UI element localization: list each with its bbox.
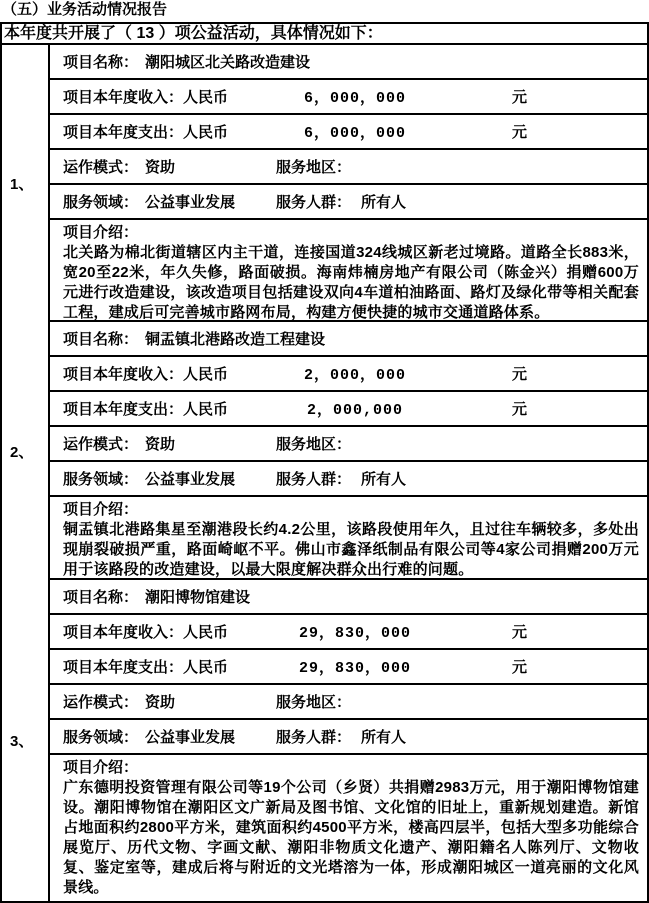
project-block-3 — [2, 580, 647, 901]
mode-label: 运作模式： — [63, 694, 139, 711]
expense-value: 2，000,000 — [306, 402, 403, 419]
project-name-label: 项目名称： — [63, 54, 139, 71]
service-field-value: 公益事业发展 — [145, 194, 236, 211]
section-title: （五）业务活动情况报告 — [2, 1, 168, 18]
intro-text: 铜盂镇北港路集星至潮港段长约4.2公里，该路段使用年久，且过往车辆较多，多处出现崩裂破损严重，路面崎岖不平。佛山市鑫泽纸制品有限公司等4家公司捐赠200万元用于该路段的改造建设，以最大限度解决群众出行难的问题。 — [63, 521, 639, 578]
intro-label: 项目介绍： — [63, 501, 139, 518]
mode-label: 运作模式： — [63, 159, 139, 176]
project-name-label: 项目名称： — [63, 589, 139, 606]
expense-value: 6，000，000 — [303, 125, 406, 142]
income-value: 6，000，000 — [303, 90, 406, 107]
service-area-label: 服务地区： — [276, 159, 352, 176]
project-block-2 — [2, 322, 647, 580]
intro-row — [50, 755, 647, 901]
expense-value: 29，830，000 — [298, 660, 411, 677]
income-value: 29，830，000 — [298, 625, 411, 642]
project-name-value: 潮阳博物馆建设 — [145, 589, 251, 606]
field-row — [50, 185, 647, 220]
mode-label: 运作模式： — [63, 436, 139, 453]
mode-row — [50, 427, 647, 462]
yuan-label: 元 — [512, 401, 528, 418]
intro-label: 项目介绍： — [63, 224, 139, 241]
service-field-value: 公益事业发展 — [145, 471, 236, 488]
summary-row: 本年度共开展了（ 13 ）项公益活动，具体情况如下： — [2, 24, 647, 45]
project-name-row — [50, 322, 647, 357]
project-block-1 — [2, 45, 647, 322]
project-name-value: 潮阳城区北关路改造建设 — [145, 54, 311, 71]
project-name-value: 铜盂镇北港路改造工程建设 — [145, 331, 326, 348]
service-field-label: 服务领域： — [63, 194, 139, 211]
field-row — [50, 462, 647, 497]
expense-label: 项目本年度支出：人民币 — [63, 401, 229, 418]
project-name-row — [50, 45, 647, 80]
yuan-label: 元 — [512, 124, 528, 141]
project-index: 1、 — [2, 45, 50, 322]
income-label: 项目本年度收入：人民币 — [63, 89, 229, 106]
expense-label: 项目本年度支出：人民币 — [63, 124, 229, 141]
intro-label: 项目介绍： — [63, 759, 139, 776]
expense-row — [50, 392, 647, 427]
project-index: 3、 — [2, 580, 50, 901]
service-area-label: 服务地区： — [276, 694, 352, 711]
income-label: 项目本年度收入：人民币 — [63, 624, 229, 641]
service-people-value: 所有人 — [361, 194, 407, 211]
yuan-label: 元 — [512, 89, 528, 106]
field-row — [50, 720, 647, 755]
income-row — [50, 80, 647, 115]
service-field-label: 服务领域： — [63, 729, 139, 746]
intro-row — [50, 497, 647, 580]
expense-label: 项目本年度支出：人民币 — [63, 659, 229, 676]
project-name-row — [50, 580, 647, 615]
service-field-label: 服务领域： — [63, 471, 139, 488]
service-people-value: 所有人 — [361, 471, 407, 488]
intro-text: 广东德明投资管理有限公司等19个公司（乡贤）共捐赠2983万元，用于潮阳博物馆建设。潮阳博物馆在潮阳区文广新局及图书馆、文化馆的旧址上，重新规划建造。新馆占地面积约2800平方米，建筑面积约4500平方米，楼高四层半，包括大型多功能综合展览厅、历代文物、字画文献、潮阳非物质文化遗产、潮阳籍名人陈列厅、文物收复、鉴定室等，建成后将与附近的文光塔溶为一体，形成潮阳城区一道亮丽的文化风景线。 — [63, 779, 639, 896]
yuan-label: 元 — [512, 366, 528, 383]
service-people-label: 服务人群： — [276, 471, 352, 488]
service-field-value: 公益事业发展 — [145, 729, 236, 746]
intro-row — [50, 220, 647, 322]
income-row — [50, 615, 647, 650]
mode-row — [50, 685, 647, 720]
project-index: 2、 — [2, 322, 50, 580]
service-people-label: 服务人群： — [276, 729, 352, 746]
mode-value: 资助 — [145, 159, 176, 176]
yuan-label: 元 — [512, 659, 528, 676]
activity-report-table — [0, 22, 649, 903]
mode-value: 资助 — [145, 694, 176, 711]
expense-row — [50, 650, 647, 685]
income-value: 2，000，000 — [303, 367, 406, 384]
yuan-label: 元 — [512, 624, 528, 641]
service-people-value: 所有人 — [361, 729, 407, 746]
income-label: 项目本年度收入：人民币 — [63, 366, 229, 383]
income-row — [50, 357, 647, 392]
expense-row — [50, 115, 647, 150]
service-people-label: 服务人群： — [276, 194, 352, 211]
service-area-label: 服务地区： — [276, 436, 352, 453]
project-name-label: 项目名称： — [63, 331, 139, 348]
mode-row — [50, 150, 647, 185]
intro-text: 北关路为棉北街道辖区内主干道，连接国道324线城区新老过境路。道路全长883米，宽20至22米，年久失修，路面破损。海南炜楠房地产有限公司（陈金兴）捐赠600万元进行改造建设，该改造项目包括建设双向4车道柏油路面、路灯及绿化带等相关配套工程，建成后可完善城市路网布局，构建方便快捷的城市交通道路体系。 — [63, 244, 639, 321]
mode-value: 资助 — [145, 436, 176, 453]
